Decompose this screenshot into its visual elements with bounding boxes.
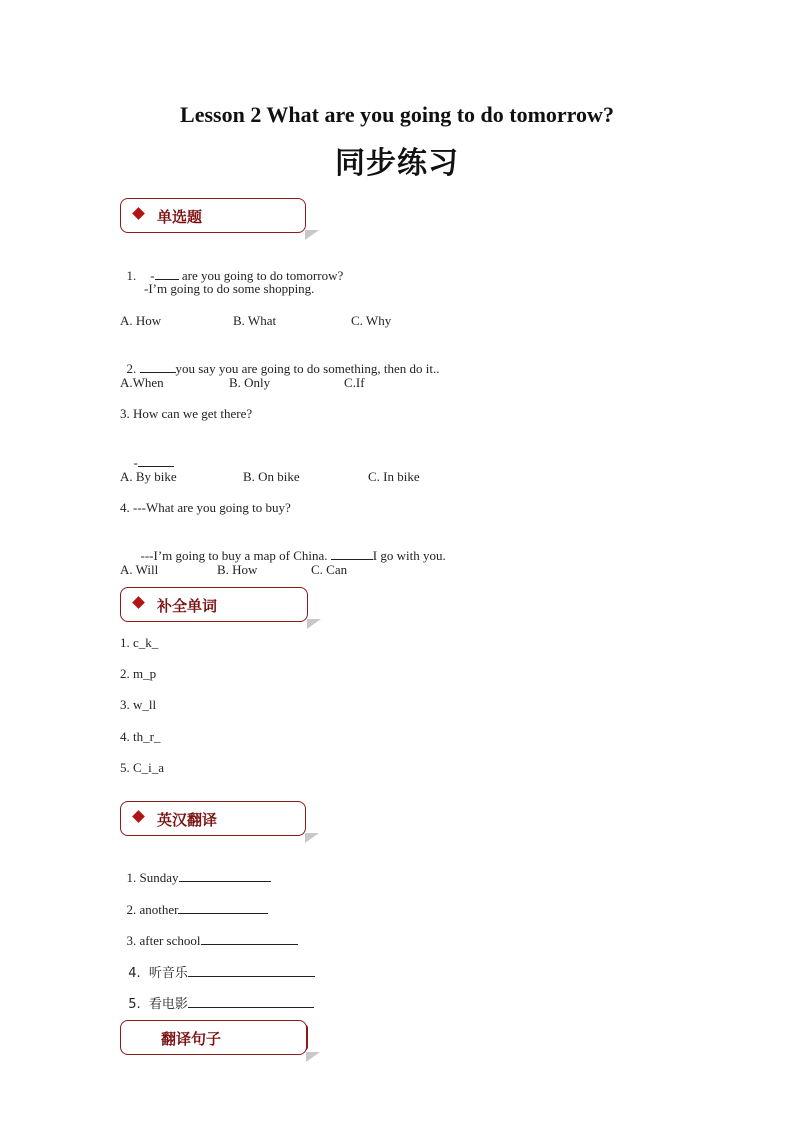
question-4-reply xyxy=(134,531,446,564)
word-item: 3. w_ll xyxy=(120,697,157,712)
question-2 xyxy=(120,344,439,377)
option-a: A. By bike xyxy=(120,469,177,484)
question-1-reply: -I’m going to do some shopping. xyxy=(144,281,315,296)
section-header-translation xyxy=(120,801,306,836)
question-text: are you going to do tomorrow? xyxy=(178,268,344,283)
word-item: 5. C_i_a xyxy=(120,760,165,775)
option-b: B. Only xyxy=(229,375,271,390)
question-number: 2. xyxy=(126,361,140,376)
translate-prompt: 1. Sunday xyxy=(126,870,179,885)
answer-blank[interactable] xyxy=(201,932,298,945)
translate-prompt: 2. another xyxy=(126,902,179,917)
reply-text: I go with you. xyxy=(372,548,446,563)
translate-item xyxy=(120,885,268,918)
option-c: C.If xyxy=(344,375,365,390)
section-label: 英汉翻译 xyxy=(157,811,218,829)
section-header-sentence-translation xyxy=(120,1020,307,1055)
translate-item xyxy=(120,947,315,981)
diamond-icon xyxy=(132,596,145,609)
section-header-complete-words xyxy=(120,587,308,622)
dash: - xyxy=(133,455,138,470)
section-header-single-choice xyxy=(120,198,306,233)
question-text: you say you are going to do something, then do it.. xyxy=(175,361,440,376)
translate-item xyxy=(120,978,314,1012)
word-item: 1. c_k_ xyxy=(120,635,159,650)
option-a: A. How xyxy=(120,313,162,328)
answer-blank[interactable] xyxy=(188,964,315,977)
question-1 xyxy=(120,251,343,284)
translate-item xyxy=(120,853,271,886)
option-a: A. Will xyxy=(120,562,159,577)
word-item: 4. th_r_ xyxy=(120,729,161,744)
answer-blank[interactable] xyxy=(179,869,271,882)
document-title: Lesson 2 What are you going to do tomorrow? xyxy=(180,102,614,127)
section-label: 补全单词 xyxy=(157,597,218,615)
option-c: C. Can xyxy=(311,562,348,577)
diamond-icon xyxy=(132,207,145,220)
section-label: 翻译句子 xyxy=(161,1030,222,1048)
option-c: C. In bike xyxy=(368,469,420,484)
word-item: 2. m_p xyxy=(120,666,157,681)
answer-blank[interactable] xyxy=(188,995,314,1008)
question-3: 3. How can we get there? xyxy=(120,406,253,421)
answer-blank[interactable] xyxy=(140,360,176,373)
answer-blank[interactable] xyxy=(178,901,268,914)
answer-blank[interactable] xyxy=(138,454,174,467)
translate-item xyxy=(120,916,298,949)
translate-prompt: 4. 听音乐 xyxy=(128,966,188,981)
option-b: B. What xyxy=(233,313,277,328)
question-number: 1. xyxy=(126,268,137,283)
translate-prompt: 3. after school xyxy=(126,933,201,948)
option-b: B. How xyxy=(217,562,258,577)
question-3-reply xyxy=(127,438,174,471)
document-subtitle: 同步练习 xyxy=(335,146,459,181)
question-4: 4. ---What are you going to buy? xyxy=(120,500,291,515)
translate-prompt: 5. 看电影 xyxy=(128,997,188,1012)
option-b: B. On bike xyxy=(243,469,300,484)
answer-blank[interactable] xyxy=(331,547,373,560)
option-a: A.When xyxy=(120,375,164,390)
reply-text: ---I’m going to buy a map of China. xyxy=(140,548,331,563)
section-label: 单选题 xyxy=(157,208,203,226)
diamond-icon xyxy=(132,810,145,823)
answer-blank[interactable] xyxy=(155,267,179,280)
option-c: C. Why xyxy=(351,313,392,328)
dash: - xyxy=(150,268,155,283)
